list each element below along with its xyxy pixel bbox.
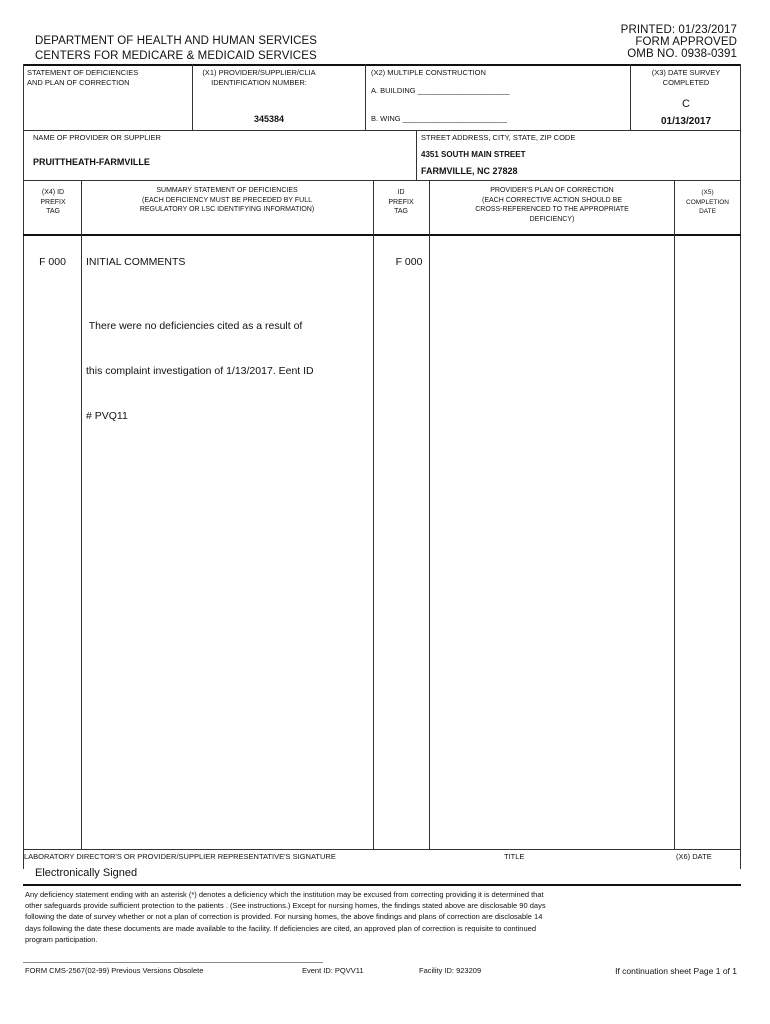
entry-tag: F 000 (39, 256, 66, 268)
divider (416, 130, 417, 180)
divider (365, 64, 366, 130)
x1-label-line2: IDENTIFICATION NUMBER: (211, 78, 307, 87)
signature-value: Electronically Signed (35, 867, 138, 879)
summary-header-line2: (EACH DEFICIENCY MUST BE PRECEDED BY FULL (142, 196, 312, 204)
summary-header-line1: SUMMARY STATEMENT OF DEFICIENCIES (156, 187, 298, 194)
footnote-line5: program participation. (25, 934, 98, 944)
x1-label-line1: (X1) PROVIDER/SUPPLIER/CLIA (202, 68, 316, 77)
divider (81, 180, 82, 849)
divider (373, 180, 374, 849)
provider-label: NAME OF PROVIDER OR SUPPLIER (33, 133, 161, 142)
form-header-right (537, 24, 737, 60)
title-label: TITLE (504, 852, 525, 861)
divider (23, 849, 741, 850)
facility-id: Facility ID: 923209 (419, 966, 482, 975)
divider (23, 884, 741, 886)
survey-date: 01/13/2017 (660, 116, 712, 127)
provider-name: PRUITTHEATH-FARMVILLE (33, 157, 150, 167)
divider (23, 130, 741, 131)
plan-header-line1: PROVIDER'S PLAN OF CORRECTION (490, 187, 614, 194)
entry-body (86, 289, 314, 439)
x5-header-line3: DATE (699, 208, 716, 215)
summary-header (82, 186, 372, 215)
id-header-line1: ID (397, 189, 405, 196)
top-border (23, 64, 741, 66)
signature-label: LABORATORY DIRECTOR'S OR PROVIDER/SUPPLIER REPRESENTATIVE'S SIGNATURE (24, 852, 336, 861)
form-approved: FORM APPROVED (635, 36, 737, 48)
plan-header-line4: DEFICIENCY) (529, 215, 575, 223)
x4-header-line2: PREFIX (40, 198, 66, 206)
printed-date: PRINTED: 01/23/2017 (620, 24, 737, 36)
divider (429, 180, 430, 849)
form-number: FORM CMS-2567(02-99) Previous Versions Obsolete (25, 966, 204, 975)
x4-header-line3: TAG (46, 208, 60, 215)
x3-label-line2: COMPLETED (662, 78, 710, 87)
department-line1: DEPARTMENT OF HEALTH AND HUMAN SERVICES (35, 35, 318, 47)
plan-header (430, 186, 674, 224)
statement-label-line2: AND PLAN OF CORRECTION (27, 78, 130, 87)
divider (23, 962, 323, 963)
divider (192, 64, 193, 130)
id-header (374, 188, 428, 217)
entry-body-line3: # PVQ11 (86, 410, 128, 422)
x4-header (24, 188, 82, 217)
address-label: STREET ADDRESS, CITY, STATE, ZIP CODE (421, 133, 576, 142)
omb-number: OMB NO. 0938-0391 (627, 48, 737, 60)
footnote-line3: following the date of survey whether or not a plan of correction is provided. For nursing homes, the above findings and plans of correction are disclosable 14 (25, 912, 543, 922)
x1-label (194, 68, 324, 88)
divider (674, 180, 675, 849)
divider (630, 64, 631, 130)
address-line2: FARMVILLE, NC 27828 (421, 166, 518, 176)
entry-body-line2: this complaint investigation of 1/13/2017. Eent ID (86, 365, 314, 377)
x5-header-line2: COMPLETION (686, 198, 729, 206)
x5-header (675, 188, 740, 217)
x3-label (632, 68, 740, 88)
event-id: Event ID: PQVV11 (302, 966, 364, 975)
footnote-line2: other safeguards provide sufficient protection to the patients . (See instructions.) Except for nursing homes, the findings stated above are disclosable 90 days (25, 901, 546, 911)
x2-building: A. BUILDING ______________________ (371, 86, 510, 95)
left-border (23, 64, 24, 869)
right-border (740, 64, 741, 869)
provider-id: 345384 (254, 114, 285, 124)
statement-label (27, 68, 138, 88)
divider (23, 180, 741, 181)
summary-header-line3: REGULATORY OR LSC IDENTIFYING INFORMATION) (139, 206, 315, 213)
department-title (35, 34, 317, 64)
x2-wing: B. WING _________________________ (371, 114, 507, 123)
plan-header-line3: CROSS-REFERENCED TO THE APPROPRIATE (475, 206, 629, 213)
footnote-line1: Any deficiency statement ending with an asterisk (*) denotes a deficiency which the institution may be excused from correcting providing it is determined that (25, 890, 544, 899)
entry-body-line1: There were no deficiencies cited as a result of (86, 320, 303, 332)
disclosure-footnote (25, 889, 745, 945)
footnote-line4: days following the date these documents are made available to the facility. If deficiencies are cited, an approved plan of correction is requisite to continued (25, 923, 536, 933)
entry-id-tag: F 000 (395, 256, 423, 268)
page-continuation: If continuation sheet Page 1 of 1 (615, 966, 737, 976)
divider (23, 234, 741, 236)
x2-label: (X2) MULTIPLE CONSTRUCTION (371, 68, 486, 77)
date-label: (X6) DATE (676, 852, 712, 861)
x5-header-line1: (X5) (701, 189, 714, 196)
id-header-line2: PREFIX (388, 198, 414, 206)
plan-header-line2: (EACH CORRECTIVE ACTION SHOULD BE (481, 196, 623, 204)
id-header-line3: TAG (394, 208, 408, 215)
x3-label-line1: (X3) DATE SURVEY (651, 68, 721, 77)
x4-header-line1: (X4) ID (41, 189, 65, 196)
statement-label-line1: STATEMENT OF DEFICIENCIES (27, 68, 139, 77)
entry-title: INITIAL COMMENTS (86, 256, 186, 268)
x3-code: C (682, 98, 690, 110)
department-line2: CENTERS FOR MEDICARE & MEDICAID SERVICES (35, 50, 317, 62)
address-line1: 4351 SOUTH MAIN STREET (421, 150, 526, 159)
